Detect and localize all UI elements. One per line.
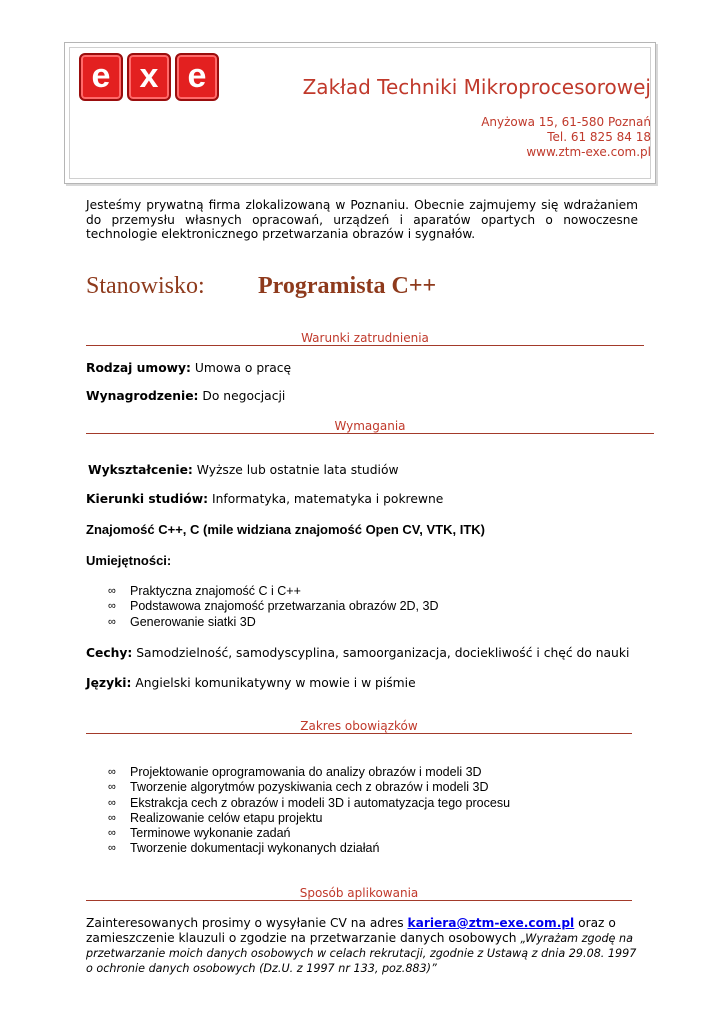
salary-label: Wynagrodzenie: bbox=[86, 389, 199, 403]
contract-type-line bbox=[86, 361, 291, 376]
section-heading-apply: Sposób aplikowania bbox=[86, 886, 632, 901]
logo-letter-x: x bbox=[127, 53, 171, 101]
logo-letter-e1: e bbox=[79, 53, 123, 101]
knowledge-requirement: Znajomość C++, C (mile widziana znajomość Open CV, VTK, ITK) bbox=[86, 522, 485, 537]
bullet-icon: ∞ bbox=[108, 796, 116, 809]
list-item: ∞ Tworzenie algorytmów pozyskiwania cech z obrazów i modeli 3D bbox=[108, 780, 489, 795]
study-fields-value: Informatyka, matematyka i pokrewne bbox=[208, 492, 444, 506]
logo-letter-e2: e bbox=[175, 53, 219, 101]
skills-list bbox=[108, 584, 438, 630]
languages-line bbox=[86, 676, 416, 691]
company-website[interactable]: www.ztm-exe.com.pl bbox=[526, 145, 651, 159]
company-logo bbox=[79, 53, 219, 101]
education-line bbox=[88, 463, 399, 478]
position-title bbox=[86, 273, 436, 300]
salary-value: Do negocjacji bbox=[198, 389, 286, 403]
languages-label: Języki: bbox=[86, 676, 132, 690]
bullet-icon: ∞ bbox=[108, 600, 116, 613]
list-item: ∞ Podstawowa znajomość przetwarzania obrazów 2D, 3D bbox=[108, 599, 439, 614]
contract-type-value: Umowa o pracę bbox=[190, 361, 292, 375]
section-heading-conditions: Warunki zatrudnienia bbox=[86, 331, 644, 346]
salary-line bbox=[86, 389, 285, 404]
traits-label: Cechy: bbox=[86, 646, 133, 660]
position-value: Programista C++ bbox=[258, 273, 437, 299]
bullet-icon: ∞ bbox=[108, 842, 116, 855]
company-phone: Tel. 61 825 84 18 bbox=[547, 130, 651, 144]
traits-value: Samodzielność, samodyscyplina, samoorganizacja, dociekliwość i chęć do nauki bbox=[132, 646, 630, 660]
section-heading-requirements: Wymagania bbox=[86, 419, 654, 434]
education-value: Wyższe lub ostatnie lata studiów bbox=[192, 463, 399, 477]
section-heading-duties: Zakres obowiązków bbox=[86, 719, 632, 734]
bullet-icon: ∞ bbox=[108, 766, 116, 778]
bullet-icon: ∞ bbox=[108, 615, 116, 628]
education-label: Wykształcenie: bbox=[88, 463, 193, 477]
traits-line bbox=[86, 646, 629, 661]
duties-list bbox=[108, 765, 510, 857]
languages-value: Angielski komunikatywny w mowie i w piśmie bbox=[131, 676, 416, 690]
list-item: ∞ Generowanie siatki 3D bbox=[108, 614, 256, 629]
position-label: Stanowisko: bbox=[86, 273, 205, 299]
list-item: ∞ Terminowe wykonanie zadań bbox=[108, 826, 291, 841]
email-link[interactable]: kariera@ztm-exe.com.pl bbox=[407, 916, 575, 930]
contact-block bbox=[481, 115, 651, 160]
list-item: ∞ Ekstrakcja cech z obrazów i modeli 3D i automatyzacja tego procesu bbox=[108, 795, 511, 810]
company-address: Anyżowa 15, 61-580 Poznań bbox=[481, 115, 651, 129]
study-fields-line bbox=[86, 492, 443, 507]
contract-type-label: Rodzaj umowy: bbox=[86, 361, 191, 375]
company-name: Zakład Techniki Mikroprocesorowej bbox=[302, 75, 651, 99]
study-fields-label: Kierunki studiów: bbox=[86, 492, 209, 506]
list-item: ∞ Realizowanie celów etapu projektu bbox=[108, 810, 323, 825]
company-intro: Jesteśmy prywatną firma zlokalizowaną w Poznaniu. Obecnie zajmujemy się wdrażaniem do przemysłu własnych opracowań, urządzeń i aparatów opartych o nowoczesne technologie elektronicznego przetwarzania obrazów i sygnałów. bbox=[86, 198, 638, 241]
bullet-icon: ∞ bbox=[108, 781, 116, 794]
bullet-icon: ∞ bbox=[108, 827, 116, 840]
skills-heading: Umiejętności: bbox=[86, 553, 172, 568]
application-instructions: Zainteresowanych prosimy o wysyłanie CV na adres kariera@ztm-exe.com.pl oraz o zamieszczenie klauzuli o zgodzie na przetwarzanie danych osobowych „Wyrażam zgodę na przetwarzanie moich danych osobowych w celach rekrutacji, zgodnie z Ustawą z dnia 29.08. 1997 o ochronie danych osobowych (Dz.U. z 1997 nr 133, poz.883)” bbox=[86, 916, 637, 975]
bullet-icon: ∞ bbox=[108, 811, 116, 824]
list-item: ∞ Praktyczna znajomość C i C++ bbox=[108, 584, 301, 598]
letterhead-box bbox=[64, 42, 656, 184]
list-item: ∞ Tworzenie dokumentacji wykonanych działań bbox=[108, 841, 380, 856]
consent-clause: „Wyrażam zgodę na przetwarzanie moich danych osobowych w celach rekrutacji, zgodnie z Ustawą z dnia 29.08. 1997 o ochronie danych osobowych (Dz.U. z 1997 nr 133, poz.883)” bbox=[86, 932, 637, 975]
bullet-icon: ∞ bbox=[108, 585, 116, 597]
list-item: ∞ Projektowanie oprogramowania do analizy obrazów i modeli 3D bbox=[108, 765, 482, 779]
